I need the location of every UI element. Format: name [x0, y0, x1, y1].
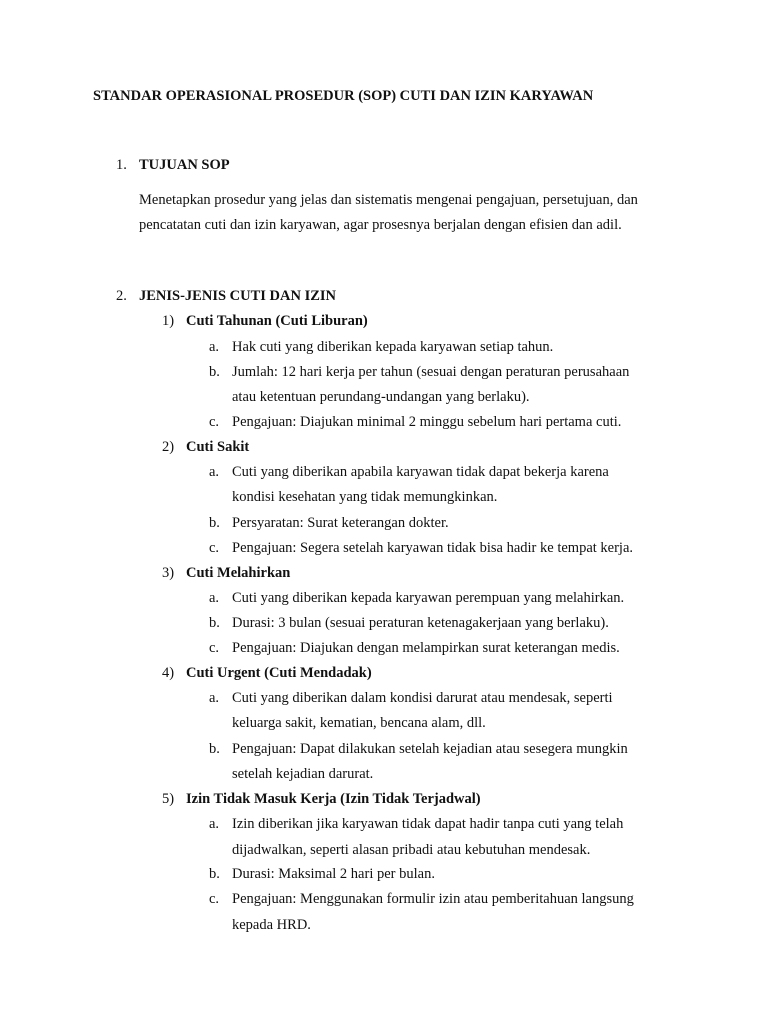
- item-title: Cuti Tahunan (Cuti Liburan): [186, 313, 368, 329]
- subitem-line: Jumlah: 12 hari kerja per tahun (sesuai dengan peraturan perusahaan: [232, 364, 630, 380]
- item-title: Cuti Melahirkan: [186, 565, 291, 581]
- section-number: 1.: [116, 157, 127, 173]
- subitem-letter: a.: [209, 816, 220, 832]
- subitem-line: Izin diberikan jika karyawan tidak dapat hadir tanpa cuti yang telah: [232, 816, 624, 832]
- subitem-letter: c.: [209, 414, 220, 430]
- subitem-line: setelah kejadian darurat.: [232, 766, 374, 782]
- subitem-letter: b.: [209, 364, 220, 380]
- subitem-line: Durasi: Maksimal 2 hari per bulan.: [232, 866, 435, 882]
- subitem-letter: c.: [209, 891, 220, 907]
- item-title: Izin Tidak Masuk Kerja (Izin Tidak Terjadwal): [186, 791, 481, 807]
- subitem-line: dijadwalkan, seperti alasan pribadi atau kebutuhan mendesak.: [232, 842, 591, 858]
- item-number: 3): [162, 565, 175, 581]
- subitem-line: kondisi kesehatan yang tidak memungkinkan.: [232, 489, 498, 505]
- subitem-line: Cuti yang diberikan dalam kondisi darurat atau mendesak, seperti: [232, 690, 613, 706]
- subitem-line: keluarga sakit, kematian, bencana alam, dll.: [232, 715, 486, 731]
- paragraph-line: pencatatan cuti dan izin karyawan, agar prosesnya berjalan dengan efisien dan adil.: [139, 217, 622, 233]
- item-title: Cuti Urgent (Cuti Mendadak): [186, 665, 372, 681]
- section-heading-tujuan: TUJUAN SOP: [139, 157, 230, 173]
- section-heading-jenis: JENIS-JENIS CUTI DAN IZIN: [139, 288, 337, 304]
- item-number: 4): [162, 665, 175, 681]
- subitem-letter: a.: [209, 339, 220, 355]
- subitem-letter: b.: [209, 866, 220, 882]
- subitem-line: Pengajuan: Menggunakan formulir izin atau pemberitahuan langsung: [232, 891, 634, 907]
- item-number: 2): [162, 439, 175, 455]
- subitem-line: Hak cuti yang diberikan kepada karyawan setiap tahun.: [232, 339, 554, 355]
- subitem-line: kepada HRD.: [232, 917, 311, 933]
- subitem-line: Persyaratan: Surat keterangan dokter.: [232, 515, 449, 531]
- subitem-letter: a.: [209, 464, 220, 480]
- item-title: Cuti Sakit: [186, 439, 250, 455]
- subitem-letter: c.: [209, 640, 220, 656]
- section-number: 2.: [116, 288, 127, 304]
- subitem-letter: b.: [209, 515, 220, 531]
- subitem-line: Durasi: 3 bulan (sesuai peraturan ketenagakerjaan yang berlaku).: [232, 615, 609, 631]
- subitem-line: Pengajuan: Segera setelah karyawan tidak bisa hadir ke tempat kerja.: [232, 540, 634, 556]
- item-number: 1): [162, 313, 175, 329]
- subitem-line: atau ketentuan perundang-undangan yang berlaku).: [232, 389, 530, 405]
- subitem-line: Cuti yang diberikan kepada karyawan perempuan yang melahirkan.: [232, 590, 625, 606]
- subitem-letter: a.: [209, 590, 220, 606]
- subitem-letter: b.: [209, 615, 220, 631]
- subitem-letter: b.: [209, 741, 220, 757]
- paragraph-line: Menetapkan prosedur yang jelas dan sistematis mengenai pengajuan, persetujuan, dan: [139, 192, 638, 208]
- document-title: STANDAR OPERASIONAL PROSEDUR (SOP) CUTI DAN IZIN KARYAWAN: [93, 88, 594, 104]
- subitem-line: Pengajuan: Diajukan minimal 2 minggu sebelum hari pertama cuti.: [232, 414, 622, 430]
- subitem-letter: a.: [209, 690, 220, 706]
- subitem-line: Pengajuan: Diajukan dengan melampirkan surat keterangan medis.: [232, 640, 620, 656]
- item-number: 5): [162, 791, 175, 807]
- subitem-line: Pengajuan: Dapat dilakukan setelah kejadian atau sesegera mungkin: [232, 741, 628, 757]
- subitem-letter: c.: [209, 540, 220, 556]
- subitem-line: Cuti yang diberikan apabila karyawan tidak dapat bekerja karena: [232, 464, 609, 480]
